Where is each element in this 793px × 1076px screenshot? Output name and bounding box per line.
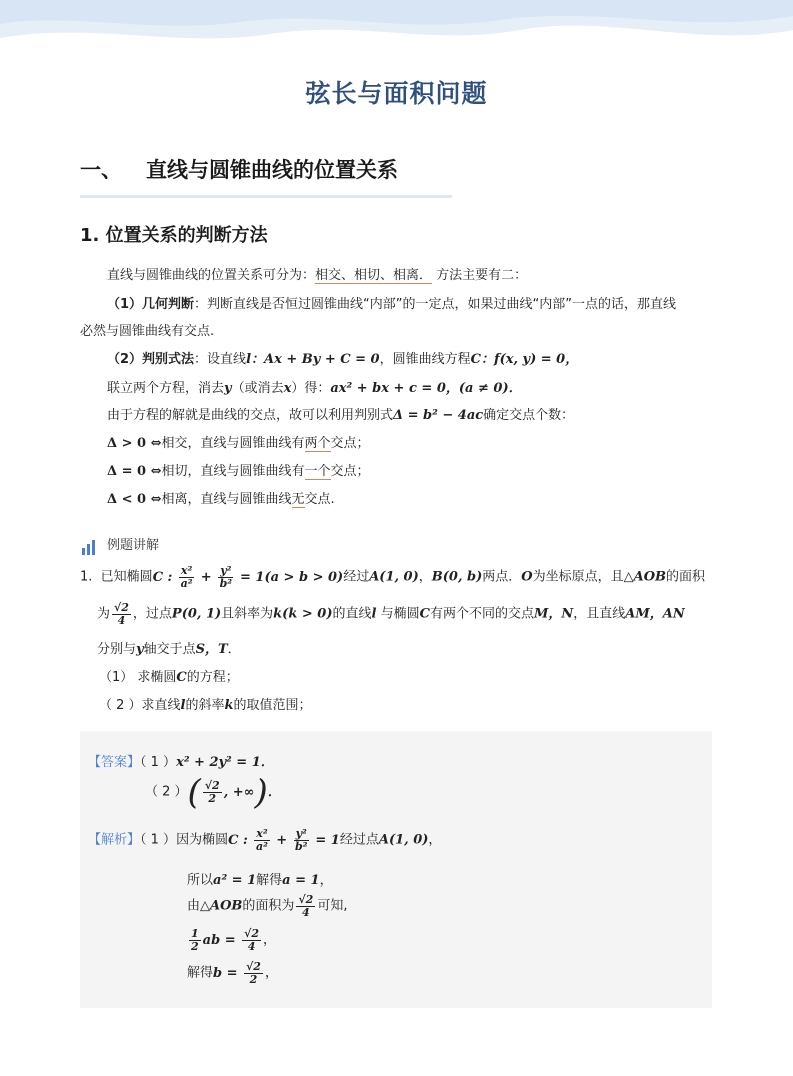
method2-line2-a: 联立两个方程，消去 — [107, 381, 225, 396]
method2-line2-c: ）得： — [291, 381, 331, 396]
problem-text: 的直线 — [332, 606, 372, 622]
analysis-text: 所以 — [187, 873, 214, 888]
eq-half-ab: $\frac{1}{2}$ ab = $\frac{√2}{4}$ — [191, 927, 260, 953]
problem-text: 与椭圆 — [380, 606, 420, 622]
problem-text: 为坐标原点，且 — [532, 569, 624, 585]
method2-text-a: ：设直线 — [194, 352, 247, 367]
problem-text: 分别与 — [97, 642, 137, 657]
method2-line3-b: 确定交点个数： — [483, 408, 575, 423]
problem-line3: 分别与y轴交于点S，T． — [97, 642, 241, 657]
method1-label: （1）几何判断 — [107, 297, 195, 312]
case-text: 相切，直线与圆锥曲线有 — [161, 464, 305, 479]
problem-text: 为 — [97, 606, 111, 622]
case-count: 无 — [291, 492, 305, 507]
case-condition: Δ > 0 ⇔ — [107, 436, 162, 451]
point-a: A(1, 0) — [369, 569, 419, 585]
line-l: l — [180, 698, 186, 713]
answer-1: x² + 2y² = 1． — [176, 755, 274, 770]
point-a: A(1, 0) — [378, 832, 429, 848]
problem-text: 轴交于点 — [143, 642, 196, 657]
section-number: 一、 — [80, 158, 122, 182]
analysis-text: 解得 — [187, 965, 214, 981]
answer-line2 — [145, 772, 281, 812]
analysis-text: 可知, — [317, 898, 348, 914]
ellipse-c: C — [176, 670, 187, 685]
analysis-line1: 【解析】（ 1 ）因为椭圆C : $\frac{\text{x²}}{\text{a²}}$ + $\frac{\text{y²}}{\text{b²}}$ = 1经过点A(1, 0)， — [88, 827, 442, 853]
lines-am-an: AM，AN — [625, 606, 685, 622]
analysis-line2: 所以a² = 1解得a = 1， — [187, 873, 333, 888]
points-mn: M，N — [533, 606, 574, 622]
header-wave-decoration — [0, 0, 793, 64]
ellipse-c: C — [419, 606, 430, 622]
examples-label-text: 例题讲解 — [107, 538, 160, 553]
analysis-text: 经过点 — [339, 832, 379, 848]
method2-line3 — [107, 404, 574, 423]
method2-line1 — [107, 348, 578, 367]
analysis-line4: $\frac{1}{2}$ ab = $\frac{√2}{4}$ ， — [187, 928, 276, 952]
discriminant: Δ = b² − 4ac — [393, 408, 484, 423]
question-text: （ 2 ）求直线 — [99, 698, 181, 713]
ellipse-equation: C : $\frac{\text{x²}}{\text{a²}}$ + $\frac{\text{y²}}{\text{b²}}$ = 1 — [228, 827, 340, 853]
question-2 — [99, 694, 312, 713]
var-x: x — [283, 381, 292, 396]
examples-label — [82, 534, 159, 555]
area-value: $\frac{√2}{4}$ — [114, 601, 129, 627]
eq-a-squared: a² = 1 — [213, 873, 257, 888]
question-1 — [99, 666, 239, 685]
question-text: 的取值范围； — [233, 698, 312, 713]
analysis-text: 由 — [187, 898, 201, 914]
problem-text: 且斜率为 — [221, 606, 274, 622]
method1-text: ：判断直线是否恒过圆锥曲线“内部”的一定点，如果过曲线“内部”一点的话，那直线 — [194, 297, 676, 312]
case-condition: Δ < 0 ⇔ — [107, 492, 162, 507]
case-separate — [107, 488, 335, 507]
var-y: y — [224, 381, 232, 396]
method2-line2 — [107, 377, 522, 396]
problem-text: ，且直线 — [573, 606, 626, 622]
line-equation: l：Ax + By + C = 0 — [246, 352, 380, 367]
answer-tag: 【答案】 — [88, 755, 141, 770]
intro-tail: 方法主要有二： — [436, 268, 528, 283]
method2-text-b: ，圆锥曲线方程 — [379, 352, 471, 367]
problem-text: 经过 — [343, 569, 370, 585]
method2-line3-a: 由于方程的解就是曲线的交点，故可以利用判别式 — [107, 408, 394, 423]
case-text: 相交，直线与圆锥曲线有 — [161, 436, 305, 451]
analysis-text: 的面积为 — [242, 898, 295, 914]
subsection-heading: 1. 位置关系的判断方法 — [80, 225, 268, 246]
document-title: 弦长与面积问题 — [305, 79, 488, 108]
method1-line1 — [107, 293, 676, 312]
question-text: （1） 求椭圆 — [99, 670, 177, 685]
problem-text: ，过点 — [132, 606, 172, 622]
quadratic-equation: ax² + bx + c = 0，(a ≠ 0)． — [330, 381, 522, 396]
case-text: 相离，直线与圆锥曲线 — [161, 492, 292, 507]
section-title: 直线与圆锥曲线的位置关系 — [146, 158, 398, 182]
intro-text: 直线与圆锥曲线的位置关系可分为： — [107, 268, 316, 283]
problem-text: 已知椭圆 — [100, 569, 153, 585]
answer-2: ( $\frac{√2}{2}$ , +∞)． — [187, 772, 281, 812]
problem-text: 的面积 — [666, 569, 706, 585]
analysis-text: 因为椭圆 — [176, 832, 229, 848]
case-condition: Δ = 0 ⇔ — [107, 464, 162, 479]
question-text: 的斜率 — [185, 698, 225, 713]
question-text: 的方程； — [186, 670, 239, 685]
eq-a: a = 1 — [282, 873, 320, 888]
case-intersect — [107, 432, 370, 451]
method2-line2-b: （或消去 — [231, 381, 284, 396]
eq-b: b = $\frac{√2}{2}$ — [213, 960, 261, 986]
point-b: B(0, b) — [431, 569, 483, 585]
answer-index: （ 1 ） — [140, 755, 177, 770]
analysis-text: 解得 — [256, 873, 283, 888]
points-st: S，T — [195, 642, 228, 657]
answer-2-tail: , +∞ — [223, 784, 255, 800]
slope-k: k(k > 0) — [273, 606, 333, 622]
ellipse-equation: C : $\frac{\text{x²}}{\text{a²}}$ + $\frac{\text{y²}}{\text{b²}}$ = 1(a > b > 0) — [152, 564, 344, 590]
case-tail: 交点； — [330, 464, 370, 479]
analysis-line3 — [187, 894, 347, 918]
case-count: 两个 — [304, 436, 331, 451]
answer-index: （ 2 ） — [145, 784, 188, 800]
case-tail: 交点； — [330, 436, 370, 451]
problem-line2 — [97, 602, 685, 626]
problem-line1: 1. 已知椭圆C : $\frac{\text{x²}}{\text{a²}}$ + $\frac{\text{y²}}{\text{b²}}$ = 1(a > b > 0)经过A(1, 0)，B(0, b)两点．O为坐标原点，且△AOB的面积 — [80, 564, 706, 590]
triangle-aob: △AOB — [623, 569, 667, 585]
analysis-tag: 【解析】 — [88, 832, 141, 848]
problem-index: 1. — [80, 569, 93, 585]
case-tail: 交点. — [304, 492, 335, 507]
method1-line2: 必然与圆锥曲线有交点. — [80, 324, 215, 339]
line-l: l — [371, 606, 377, 622]
case-count: 一个 — [304, 464, 331, 479]
method2-label: （2）判别式法 — [107, 352, 195, 367]
problem-text: 有两个不同的交点 — [429, 606, 534, 622]
origin-o: O — [521, 569, 533, 585]
analysis-line5: 解得b = $\frac{√2}{2}$ ， — [187, 960, 278, 986]
answer-line1 — [88, 751, 274, 770]
section-heading — [80, 154, 398, 184]
intro-paragraph — [107, 264, 527, 283]
curve-equation: C：f(x, y) = 0， — [470, 352, 579, 367]
case-tangent — [107, 460, 370, 479]
analysis-index: （ 1 ） — [140, 832, 177, 848]
axis-y: y — [136, 642, 144, 657]
relation-types: 相交、相切、相离． — [315, 268, 433, 283]
problem-text: 两点． — [482, 569, 522, 585]
point-p: P(0, 1) — [171, 606, 222, 622]
area-value: $\frac{√2}{4}$ — [298, 893, 314, 919]
slope-k: k — [224, 698, 234, 713]
triangle-aob: △AOB — [200, 898, 243, 914]
bar-chart-icon — [82, 540, 97, 555]
section-underline — [80, 195, 452, 198]
